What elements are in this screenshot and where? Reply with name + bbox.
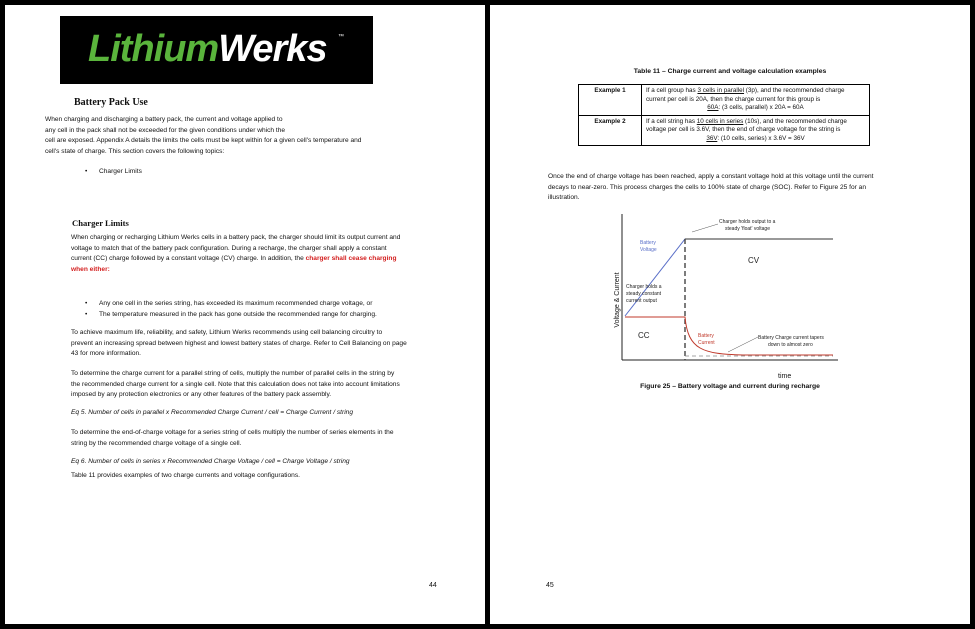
balancing-paragraph: To achieve maximum life, reliability, and safety, Lithium Werks recommends using cell balancing circuitry to prevent an increasing spread between highest and lowest battery states of charge. Refer to Cell Balancing on page 43 for more information. <box>71 329 407 357</box>
label-cv: CV <box>748 256 760 265</box>
heading-battery-pack-use: Battery Pack Use <box>74 97 148 108</box>
intro-paragraph: When charging and discharging a battery pack, the current and voltage applied to any cell in the pack shall not be exceeded for the given conditions under which the cell are exposed. Appendix A details the limits the cells must be kept within for a given cell's temperature and cell's state of charge. This section covers the following topics: <box>45 116 362 155</box>
table-cell-text: If a cell group has 3 cells in parallel (3p), and the recommended charge current per cell is 20A, then the charge current for this group is 60A: (3 cells, parallel) x 20A = 60A <box>642 85 870 116</box>
topic-bullet-charger-limits: • Charger Limits <box>99 167 142 177</box>
label-battery-voltage: Battery Voltage <box>640 240 657 253</box>
y-axis-label: Voltage & Current <box>614 272 621 328</box>
page-44 <box>5 5 485 624</box>
table-caption: Table 11 – Charge current and voltage calculation examples <box>633 68 827 75</box>
label-battery-current: Battery Current <box>698 333 715 346</box>
figure-25-chart <box>608 210 840 385</box>
bullet-cell-voltage: • Any one cell in the series string, has exceeded its maximum recommended charge voltage, or <box>99 299 372 309</box>
label-cv-note: Charger holds output to a steady 'float' voltage <box>719 219 776 232</box>
table-cell-text: If a cell string has 10 cells in series (10s), and the recommended charge voltage per cell is 3.6V, then the end of charge voltage for the string is 36V: (10 cells, series) x 3.6V = 36V <box>642 115 870 146</box>
page-number: 45 <box>546 582 554 589</box>
label-cc: CC <box>638 331 650 340</box>
figure-caption: Figure 25 – Battery voltage and current during recharge <box>640 383 820 390</box>
charge-current-paragraph: To determine the charge current for a parallel string of cells, multiply the number of parallel cells in the string by the recommended charge current for a single cell. Note that this calculation does not take into account limitations imposed by any protection electronics or any other features of the battery pack assembly. <box>71 370 400 398</box>
x-axis-label: time <box>778 373 792 380</box>
heading-charger-limits: Charger Limits <box>72 218 129 228</box>
calculation-table <box>578 84 870 146</box>
equation-6: Eq 6. Number of cells in series x Recommended Charge Voltage / cell = Charge Voltage / string <box>71 458 350 465</box>
table-cell-label: Example 1 <box>579 85 642 116</box>
end-voltage-paragraph: To determine the end-of-charge voltage for a series string of cells multiply the number of series elements in the string by the recommended charge voltage of a single cell. <box>71 429 394 447</box>
table-row <box>579 115 870 146</box>
equation-5: Eq 5. Number of cells in parallel x Recommended Charge Current / cell = Charge Current / string <box>71 409 354 416</box>
label-taper-note: Battery Charge current tapers down to almost zero <box>758 335 824 348</box>
table-row <box>579 85 870 116</box>
page-45 <box>490 5 970 624</box>
page-number: 44 <box>429 582 437 589</box>
lithiumwerks-logo: LithiumWerks ™ <box>60 16 373 84</box>
bullet-temperature: • The temperature measured in the pack has gone outside the recommended range for charging. <box>99 310 377 320</box>
table-cell-label: Example 2 <box>579 115 642 146</box>
charger-paragraph: When charging or recharging Lithium Werks cells in a battery pack, the charger should limit its output current and voltage to match that of the battery pack configuration. During a recharge, the charger shall apply a constant current (CC) charge followed by a constant voltage (CV) charge. In addition, the charger shall cease charging when either: <box>71 234 401 273</box>
chart-svg <box>608 210 840 385</box>
table-reference-paragraph: Table 11 provides examples of two charge currents and voltage configurations. <box>71 472 300 479</box>
cv-hold-paragraph: Once the end of charge voltage has been reached, apply a constant voltage hold at this voltage until the current decays to near-zero. This process charges the cells to 100% state of charge (SOC). Refer to Figure 25 for an illustration. <box>548 173 874 201</box>
label-cc-note: Charger holds a steady constant current output <box>626 284 662 304</box>
